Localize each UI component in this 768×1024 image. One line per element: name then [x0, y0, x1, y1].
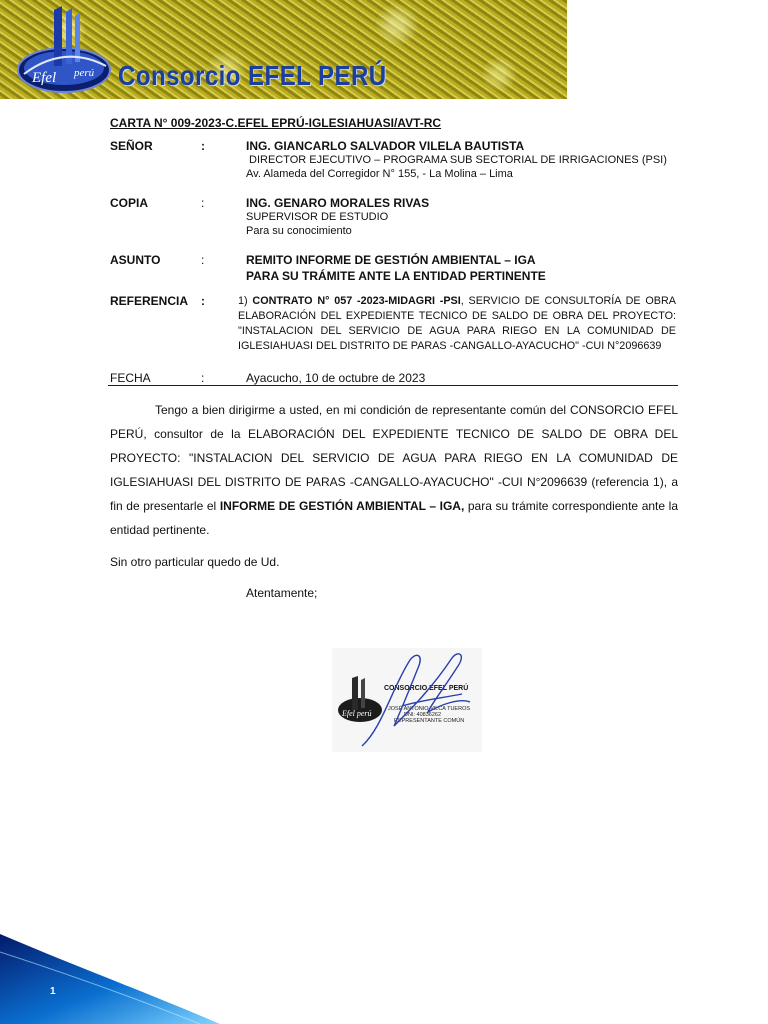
referencia-label: REFERENCIA — [110, 294, 189, 308]
copia-separator: : — [201, 196, 205, 210]
recipient-title: DIRECTOR EJECUTIVO – PROGRAMA SUB SECTORIAL DE IRRIGACIONES (PSI) — [249, 154, 667, 166]
svg-text:Efel: Efel — [32, 70, 57, 86]
body-paragraph — [110, 398, 678, 542]
recipient-name: ING. GIANCARLO SALVADOR VILELA BAUTISTA — [246, 139, 525, 153]
header-banner — [0, 0, 567, 99]
copy-recipient-title: SUPERVISOR DE ESTUDIO — [246, 211, 389, 223]
fecha-label: FECHA — [110, 371, 151, 385]
copy-recipient-note: Para su conocimiento — [246, 225, 352, 237]
signature-stamp — [332, 648, 482, 752]
asunto-label: ASUNTO — [110, 253, 161, 267]
reference-contract: CONTRATO N° 057 -2023-MIDAGRI -PSI — [252, 295, 461, 307]
copy-recipient-name: ING. GENARO MORALES RIVAS — [246, 196, 430, 210]
corner-decoration — [0, 934, 240, 1024]
header-divider — [108, 385, 678, 386]
subject-line-1: REMITO INFORME DE GESTIÓN AMBIENTAL – IGA — [246, 253, 536, 267]
stamp-signer: JOSÉ ANTONIO VILCA TUEROS — [388, 706, 471, 712]
brand-name: Consorcio EFEL PERÚ — [118, 60, 387, 91]
fecha-separator: : — [201, 371, 205, 385]
body-text-1: Tengo a bien dirigirme a usted, en mi condición de representante común del CONSORCIO EFEL PERÚ, consultor de la ELABORACIÓN DEL EXPEDIENTE TECNICO DE SALDO DE OBRA DEL PROYECTO: "INSTALACION DEL SERVICIO DE AGUA PARA RIEGO EN LA COMUNIDAD DE IGLESIAHUASI DEL DISTRITO DE PARAS -CANGALLO-AYACUCHO" -CUI N°2096639 (referencia 1), a fin de presentarle el — [110, 403, 678, 513]
copia-label: COPIA — [110, 196, 149, 210]
body-text-2: para su trámite correspondiente ante la entidad pertinente. — [110, 499, 679, 537]
reference-number: 1) — [238, 295, 248, 307]
page-number: 1 — [50, 986, 56, 997]
svg-text:perú: perú — [74, 67, 95, 79]
reference-description: , SERVICIO DE CONSULTORÍA DE OBRA ELABORACIÓN DEL EXPEDIENTE TECNICO DE SALDO DE OBRA DEL PROYECTO: "INSTALACION DEL SERVICIO DE AGUA PARA RIEGO EN LA COMUNIDAD DE IGLESIAHUASI DEL DISTRITO DE PARAS -CANGALLO-AYACUCHO" -CUI N°2096639 — [238, 295, 676, 352]
letter-reference-number: CARTA N° 009-2023-C.EFEL EPRÚ-IGLESIAHUASI/AVT-RC — [110, 116, 442, 130]
recipient-address: Av. Alameda del Corregidor N° 155, - La Molina – Lima — [246, 168, 513, 180]
subject-line-2: PARA SU TRÁMITE ANTE LA ENTIDAD PERTINENTE — [246, 269, 546, 283]
date-value: Ayacucho, 10 de octubre de 2023 — [246, 371, 426, 385]
stamp-role: REPRESENTANTE COMÚN — [394, 718, 465, 724]
senor-label: SEÑOR — [110, 139, 153, 153]
regards-line: Atentamente; — [246, 586, 318, 600]
reference-text — [238, 294, 676, 354]
closing-line: Sin otro particular quedo de Ud. — [110, 555, 280, 569]
asunto-separator: : — [201, 253, 205, 267]
stamp-consortium: CONSORCIO EFEL PERÚ — [384, 685, 469, 692]
svg-text:Efel perú: Efel perú — [342, 709, 372, 718]
referencia-separator: : — [201, 294, 205, 308]
body-text-bold: INFORME DE GESTIÓN AMBIENTAL – IGA, — [219, 499, 465, 513]
stamp-dni: DNI: 40836262 — [404, 712, 441, 718]
senor-separator: : — [201, 139, 205, 153]
efel-logo-icon — [14, 4, 116, 96]
